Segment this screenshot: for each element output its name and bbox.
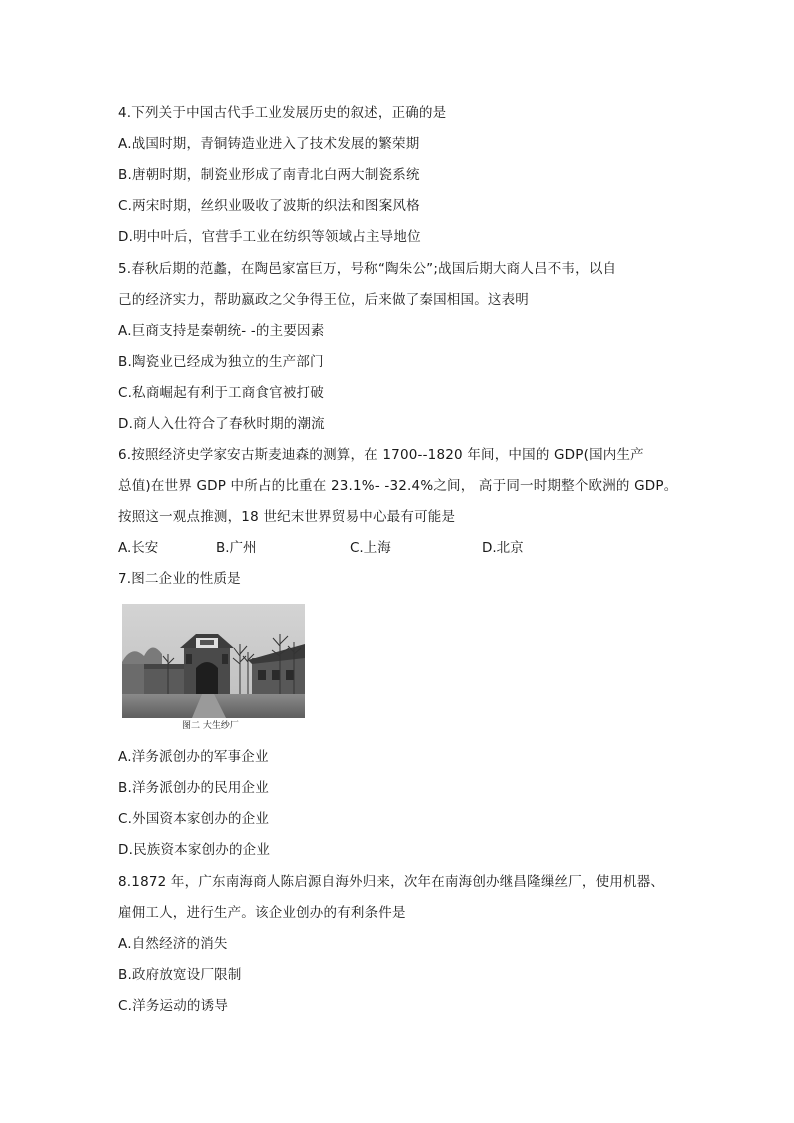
- q5-option-c: C.私商崛起有利于工商食官被打破: [118, 385, 324, 401]
- q6-stem-line2: 总值)在世界 GDP 中所占的比重在 23.1%- -32.4%之间， 高于同一时期整个欧洲的 GDP。: [118, 478, 678, 494]
- q4-option-d: D.明中叶后，官营手工业在纺织等领域占主导地位: [118, 229, 421, 245]
- q5-option-b: B.陶瓷业已经成为独立的生产部门: [118, 354, 324, 370]
- factory-photo: [122, 604, 305, 718]
- q7-option-a: A.洋务派创办的军事企业: [118, 749, 269, 765]
- q7-option-c: C.外国资本家创办的企业: [118, 811, 270, 827]
- q6-option-b: B.广州: [216, 540, 257, 556]
- q6-option-d: D.北京: [482, 540, 524, 556]
- q5-stem-line1: 5.春秋后期的范蠡，在陶邑家富巨万，号称“陶朱公”;战国后期大商人吕不韦，以自: [118, 261, 617, 277]
- q5-option-a: A.巨商支持是秦朝统- -的主要因素: [118, 323, 325, 339]
- q6-stem-line3: 按照这一观点推测，18 世纪末世界贸易中心最有可能是: [118, 509, 456, 525]
- q4-option-b: B.唐朝时期，制瓷业形成了南青北白两大制瓷系统: [118, 167, 420, 183]
- q5-stem-line2: 己的经济实力，帮助嬴政之父争得王位，后来做了秦国相国。这表明: [118, 292, 529, 308]
- q8-option-c: C.洋务运动的诱导: [118, 998, 229, 1014]
- q7-figure: [122, 604, 305, 734]
- q7-stem: 7.图二企业的性质是: [118, 571, 241, 587]
- q5-option-d: D.商人入仕符合了春秋时期的潮流: [118, 416, 325, 432]
- q8-stem-line2: 雇佣工人，进行生产。该企业创办的有利条件是: [118, 905, 406, 921]
- q7-option-b: B.洋务派创办的民用企业: [118, 780, 269, 796]
- q6-option-a: A.长安: [118, 540, 159, 556]
- q4-stem: 4.下列关于中国古代手工业发展历史的叙述，正确的是: [118, 105, 447, 121]
- q8-stem-line1: 8.1872 年，广东南海商人陈启源自海外归来，次年在南海创办继昌隆缫丝厂，使用机器、: [118, 874, 665, 890]
- q8-option-b: B.政府放宽设厂限制: [118, 967, 242, 983]
- q6-option-c: C.上海: [350, 540, 391, 556]
- q7-option-d: D.民族资本家创办的企业: [118, 842, 271, 858]
- q4-option-a: A.战国时期，青铜铸造业进入了技术发展的繁荣期: [118, 136, 420, 152]
- q8-option-a: A.自然经济的消失: [118, 936, 228, 952]
- q4-option-c: C.两宋时期，丝织业吸收了波斯的织法和图案风格: [118, 198, 420, 214]
- q7-figure-caption: 图二 大生纱厂: [182, 721, 239, 731]
- q6-stem-line1: 6.按照经济史学家安古斯麦迪森的测算，在 1700--1820 年间，中国的 GDP(国内生产: [118, 447, 644, 463]
